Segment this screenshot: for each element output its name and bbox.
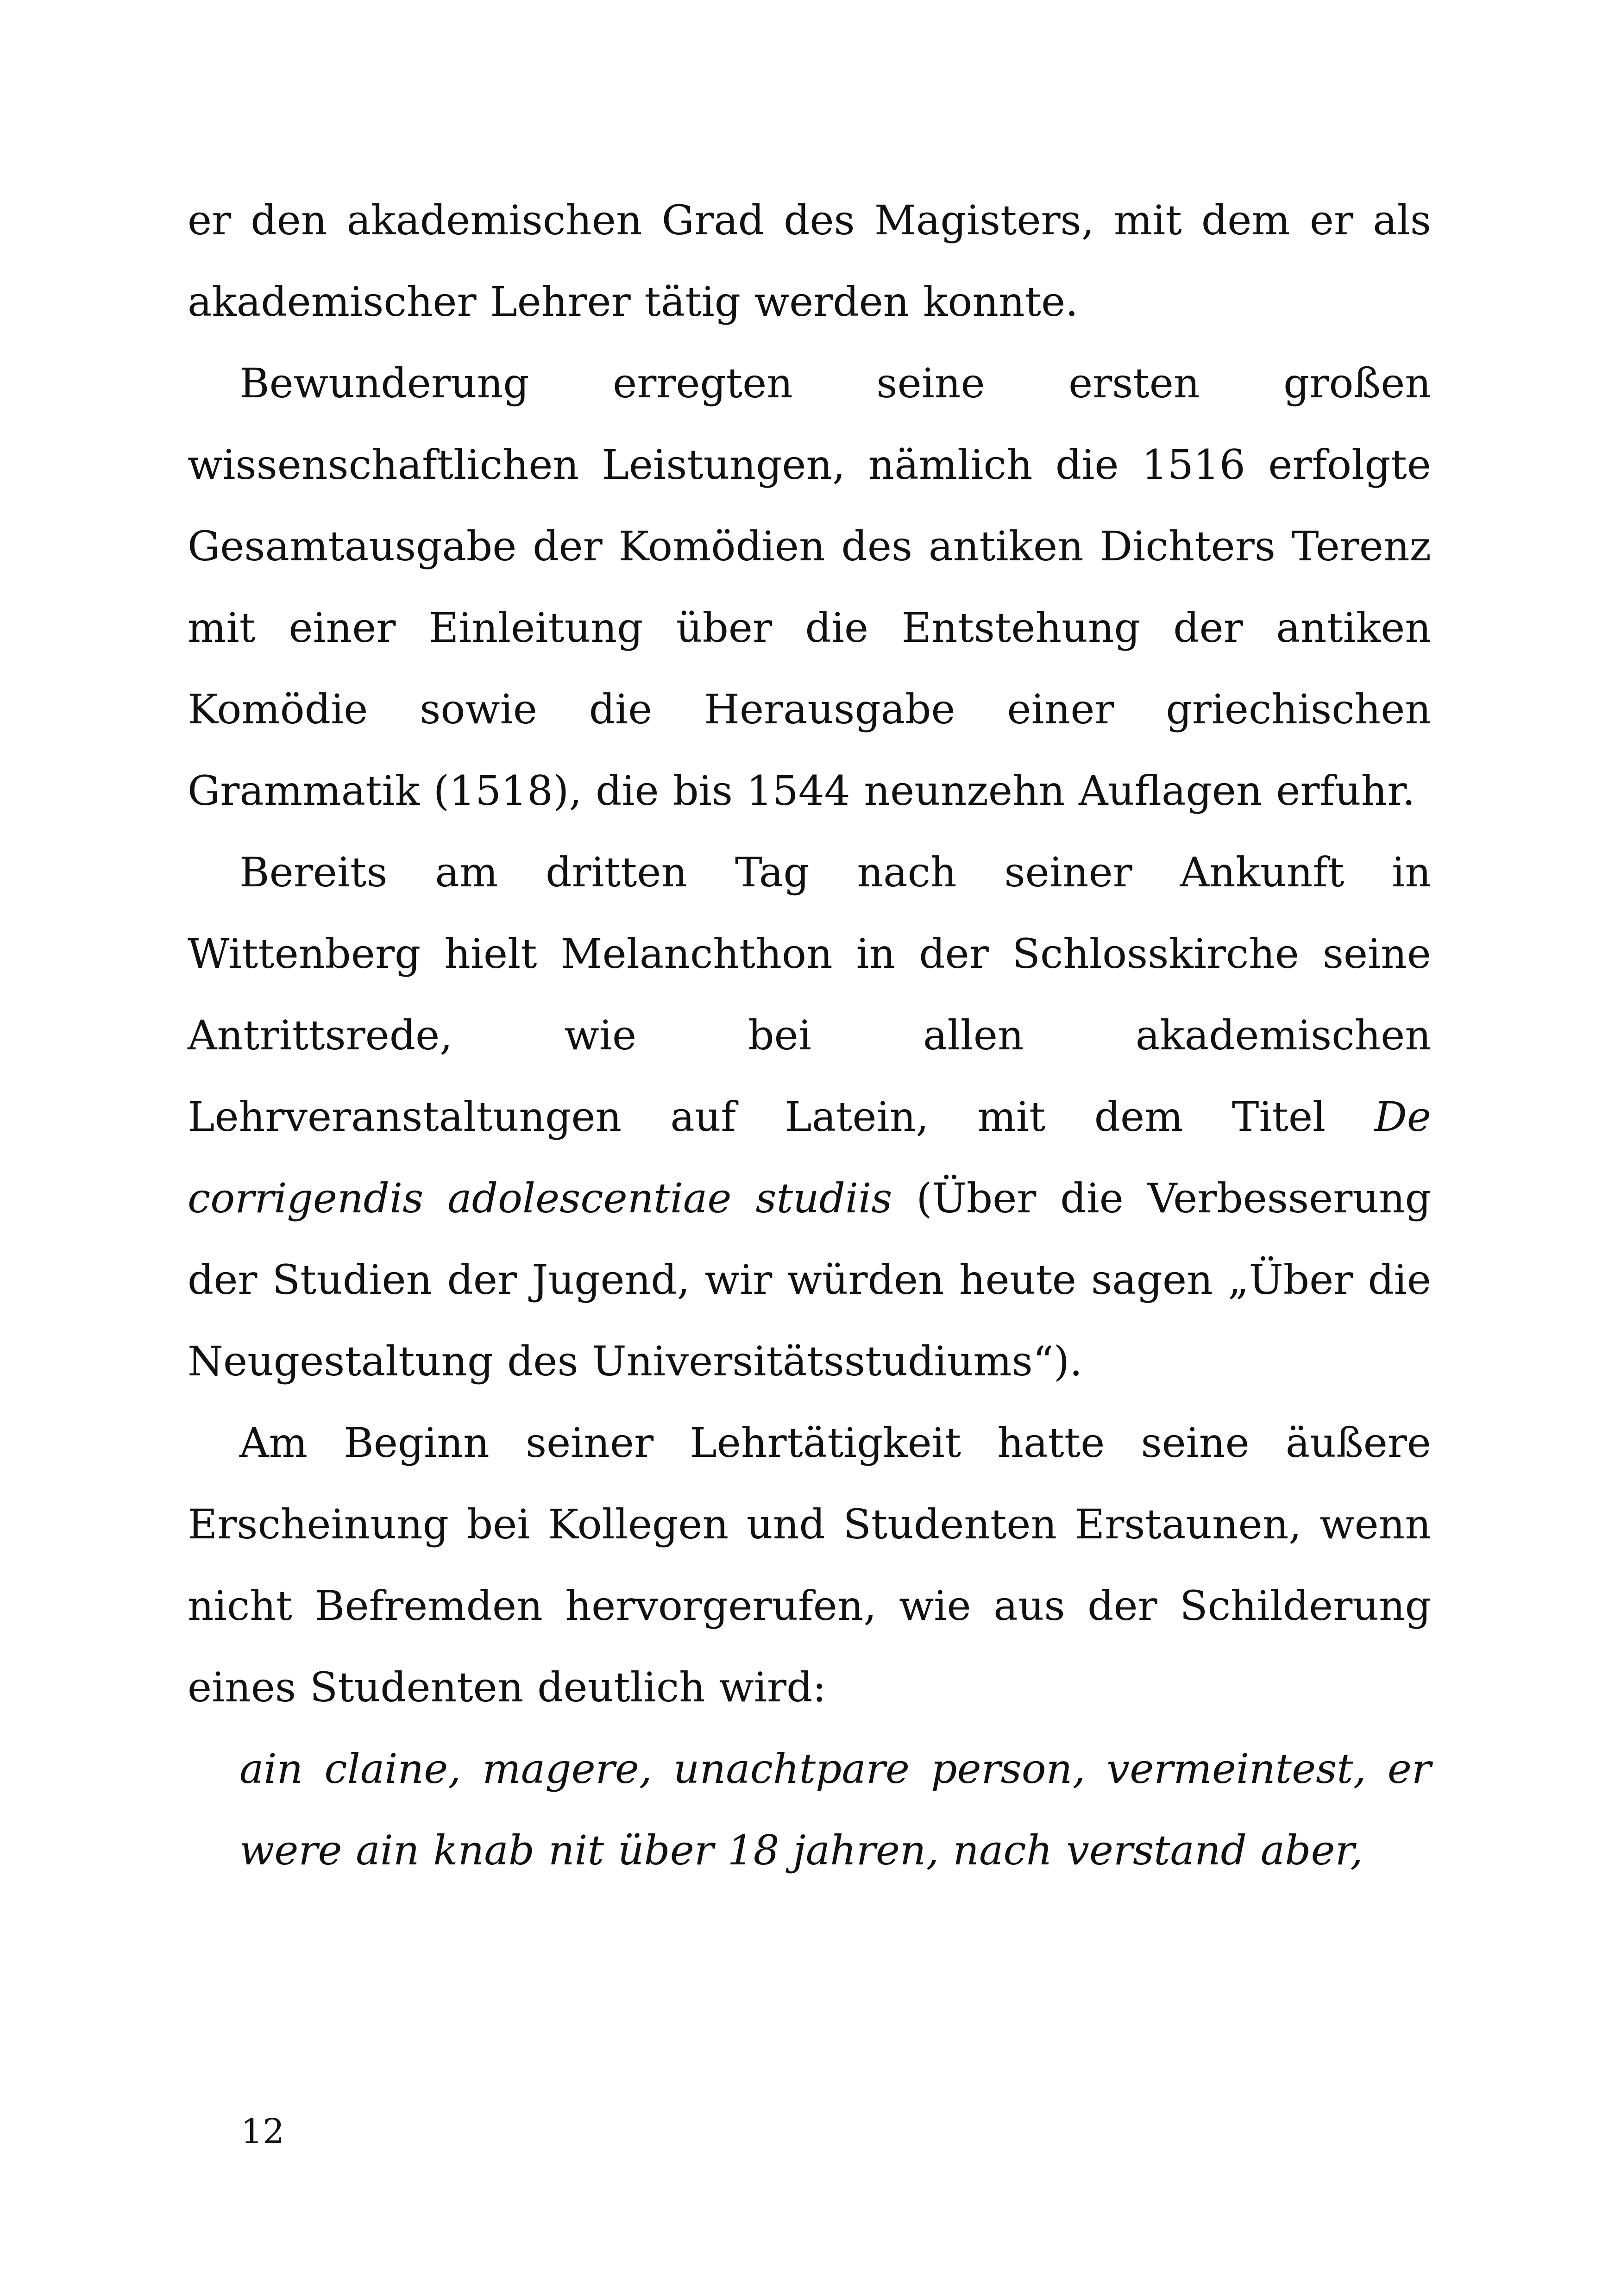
paragraph-appearance: Am Beginn seiner Lehrtätigkeit hatte seine äußere Erscheinung bei Kollegen und Studenten Erstaunen, wenn nicht Befremden hervorgerufen, wie aus der Schilderung eines Studenten deutlich wird: — [188, 1419, 1431, 1711]
page-number: 12 — [241, 2112, 285, 2152]
paragraph-continuation: er den akademischen Grad des Magisters, mit dem er als akademischer Lehrer tätig werden konnte. — [188, 196, 1431, 326]
inaugural-lecture-text-before: Bereits am dritten Tag nach seiner Ankunft in Wittenberg hielt Melanchthon in der Schlosskirche seine Antrittsrede, wie bei allen akademischen Lehrveranstaltungen auf Latein, mit dem Titel — [188, 848, 1431, 1141]
paragraph-scholarly-achievements: Bewunderung erregten seine ersten großen wissenschaftlichen Leistungen, nämlich die 1516 erfolgte Gesamtausgabe der Komödien des antiken Dichters Terenz mit einer Einleitung über die Entstehung der antiken Komödie sowie die Herausgabe einer griechischen Grammatik (1518), die bis 1544 neunzehn Auflagen erfuhr. — [188, 359, 1431, 815]
lecture-title: De corrigendis adolescentiae studiis — [188, 1093, 1431, 1222]
inaugural-lecture-text-after: (Über die Verbesserung der Studien der Jugend, wir würden heute sagen „Über die Neugestaltung des Universitätsstudiums“). — [188, 1174, 1431, 1385]
body-text — [188, 180, 1431, 1891]
student-quote: ain claine, magere, unachtpare person, vermeintest, er were ain knab nit über 18 jahren, nach verstand aber, — [239, 1745, 1431, 1874]
paragraph-inaugural-lecture — [188, 832, 1431, 1402]
